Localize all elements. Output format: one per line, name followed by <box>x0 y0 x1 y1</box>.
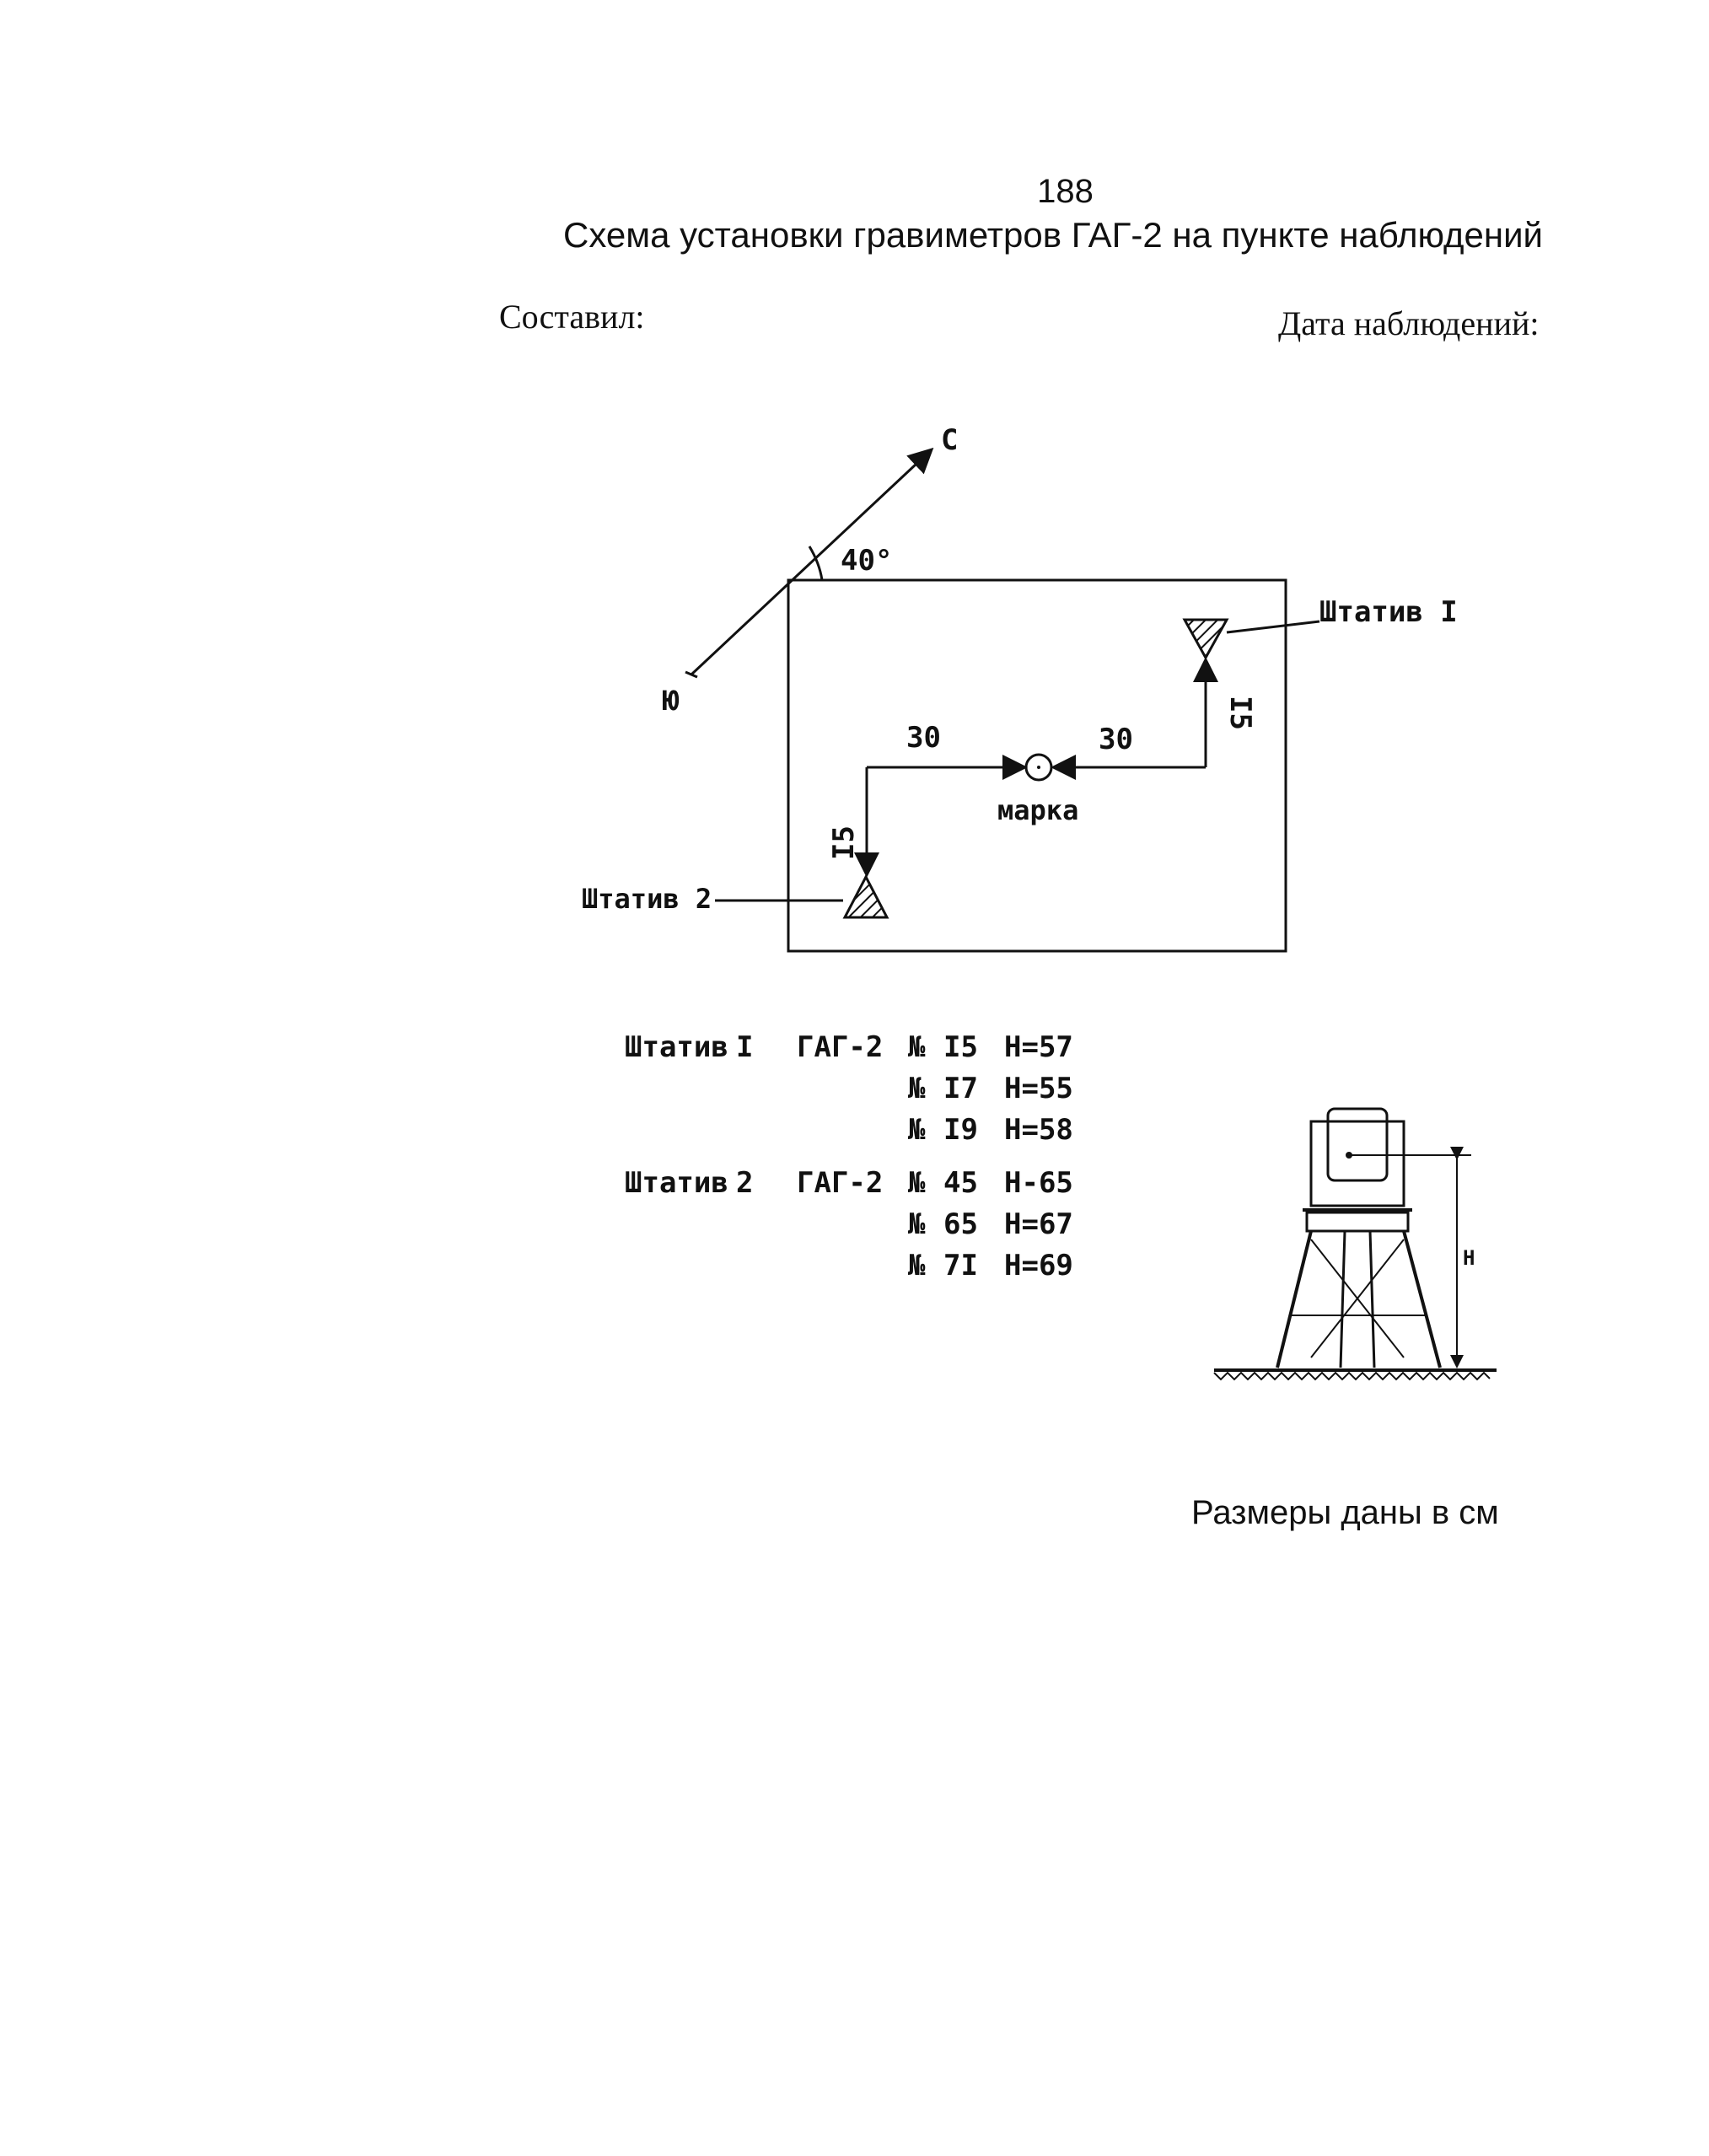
tripod-leg-left <box>1277 1231 1311 1368</box>
gravimeter-number-cell: I9 <box>943 1113 978 1147</box>
height-value-cell: Н=58 <box>1004 1113 1073 1147</box>
compass-line <box>691 451 930 675</box>
gravimeter-top <box>1328 1109 1387 1180</box>
instrument-row <box>624 1151 1106 1204</box>
gravimeter-body <box>1311 1121 1404 1206</box>
tripod-number-cell <box>735 1204 796 1245</box>
height-value-cell: Н=55 <box>1004 1072 1073 1105</box>
gravimeter-number-cell: 65 <box>943 1207 978 1241</box>
number-sign-cell: № <box>908 1249 926 1282</box>
number-sign-cell: № <box>908 1030 926 1064</box>
page-number: 188 <box>1037 173 1094 210</box>
tripod-number-cell <box>735 1110 796 1151</box>
installation-plan-diagram <box>0 0 1709 1012</box>
dimension-vertical-left-label: I5 <box>827 825 861 860</box>
gravimeter-model-cell <box>796 1204 907 1245</box>
height-value-cell: Н=69 <box>1004 1249 1073 1282</box>
instrument-row <box>624 1027 1106 1068</box>
tripod-name-cell <box>624 1245 735 1287</box>
page-title: Схема установки гравиметров ГАГ-2 на пункте наблюдений <box>563 215 1544 255</box>
height-value-cell: Н=67 <box>1004 1207 1073 1241</box>
instrument-row <box>624 1245 1106 1287</box>
tripod-name-cell: Штатив <box>625 1030 728 1064</box>
number-sign-cell: № <box>908 1072 926 1105</box>
tripod-number-cell: 2 <box>736 1166 754 1200</box>
tripod-number-cell <box>735 1068 796 1110</box>
dimension-right-label: 30 <box>1099 723 1133 756</box>
gravimeter-model-cell <box>796 1110 907 1151</box>
tripod-leg-right <box>1404 1231 1440 1368</box>
instrument-row <box>624 1204 1106 1245</box>
mark-label: марка <box>997 794 1079 826</box>
tripod-1-leader <box>1227 621 1319 632</box>
tripod-number-cell: I <box>736 1030 754 1064</box>
gravimeter-model-cell <box>796 1068 907 1110</box>
instrument-row <box>624 1110 1106 1151</box>
gravimeter-number-cell: 7I <box>943 1249 978 1282</box>
ground-hatching <box>1214 1373 1490 1379</box>
tripod-name-cell <box>624 1204 735 1245</box>
tripod-head <box>1307 1212 1408 1231</box>
tripod-name-cell: Штатив <box>625 1166 728 1200</box>
units-note: Размеры даны в см <box>1191 1494 1499 1531</box>
compass-south-tick <box>685 672 697 677</box>
tripod-leg-center-right <box>1370 1231 1374 1368</box>
tripod-2-label: Штатив 2 <box>582 883 712 915</box>
dimension-left-label: 30 <box>906 721 941 755</box>
tripod-side-view <box>1206 1105 1509 1391</box>
tripod-name-cell <box>624 1110 735 1151</box>
compass-angle-label: 40° <box>841 544 893 578</box>
tripod-number-cell <box>735 1245 796 1287</box>
height-value-cell: Н-65 <box>1004 1166 1073 1200</box>
gravimeter-number-cell: 45 <box>943 1166 978 1200</box>
compiled-by-label: Составил: <box>499 298 645 336</box>
gravimeter-model-cell <box>796 1245 907 1287</box>
number-sign-cell: № <box>908 1166 926 1200</box>
tripod-2-marker <box>845 877 887 917</box>
gravimeter-number-cell: I7 <box>943 1072 978 1105</box>
instrument-row <box>624 1068 1106 1110</box>
tripod-1-marker <box>1185 620 1227 658</box>
compass-north-label: С <box>941 423 959 457</box>
height-label: Н <box>1463 1246 1475 1270</box>
number-sign-cell: № <box>908 1113 926 1147</box>
instruments-table-body <box>624 1027 1106 1287</box>
tripod-leg-center-left <box>1341 1231 1345 1368</box>
mark-center-dot <box>1037 766 1040 769</box>
tripod-1-label: Штатив I <box>1319 595 1458 629</box>
observation-date-label: Дата наблюдений: <box>1278 304 1540 342</box>
gravimeter-number-cell: I5 <box>943 1030 978 1064</box>
gravimeter-model-cell: ГАГ-2 <box>797 1030 884 1064</box>
dimension-vertical-right-label: I5 <box>1223 696 1257 730</box>
number-sign-cell: № <box>908 1207 926 1241</box>
height-value-cell: Н=57 <box>1004 1030 1073 1064</box>
compass-south-label: Ю <box>663 685 680 717</box>
instruments-table <box>624 1027 1106 1287</box>
gravimeter-model-cell: ГАГ-2 <box>797 1166 884 1200</box>
tripod-name-cell <box>624 1068 735 1110</box>
